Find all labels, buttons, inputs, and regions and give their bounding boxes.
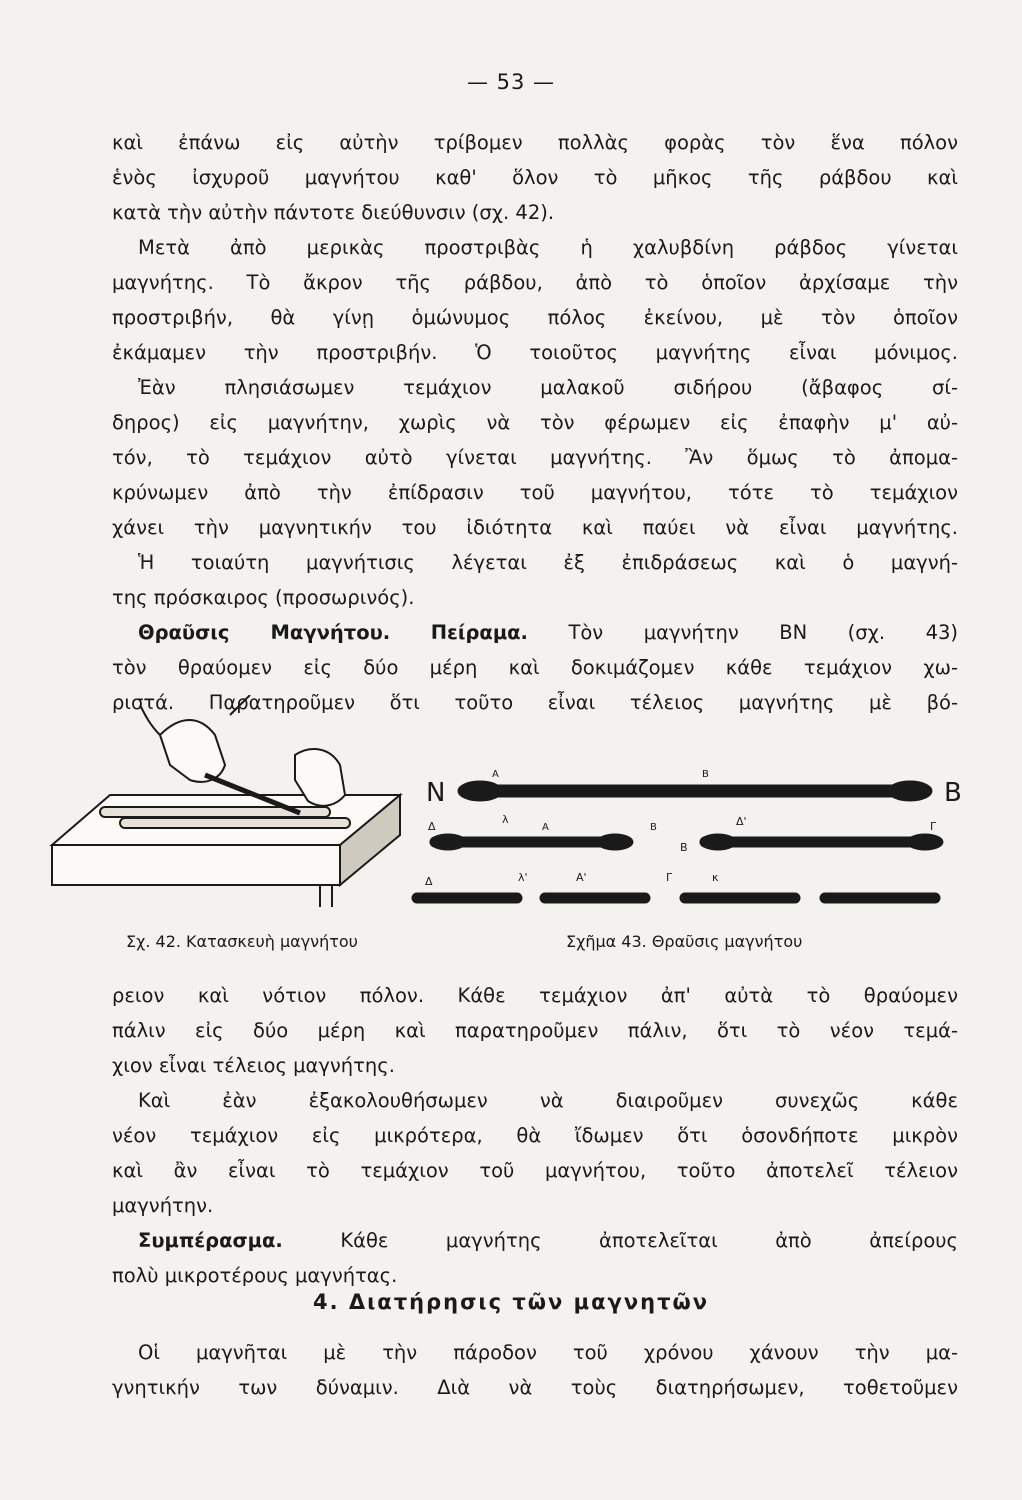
- magnet-end: [430, 834, 466, 850]
- magnet-end: [907, 834, 943, 850]
- experiment-text: Τὸν μαγνήτην ΒΝ (σχ. 43): [568, 621, 958, 644]
- label-a2: A: [542, 822, 549, 833]
- text-line: Ἐὰν πλησιάσωμεν τεμάχιον μαλακοῦ σιδήρου (ἄβαφος σί-: [138, 376, 958, 399]
- label-b: B: [944, 778, 962, 808]
- text-line: κρύνωμεν ἀπὸ τὴν ἐπίδρασιν τοῦ μαγνήτου, τότε τὸ τεμάχιον: [112, 481, 958, 504]
- text-line: χάνει τὴν μαγνητικήν του ἰδιότητα καὶ παύει νὰ εἶναι μαγνήτης.: [112, 516, 958, 539]
- text-line: μαγνήτης. Τὸ ἄκρον τῆς ράβδου, ἀπὸ τὸ ὁποῖον ἀρχίσαμε τὴν: [112, 271, 958, 294]
- text-line: Οἱ μαγνῆται μὲ τὴν πάροδον τοῦ χρόνου χάνουν τὴν μα-: [138, 1341, 958, 1364]
- label-k: κ: [712, 871, 719, 884]
- magnet-quarter: [680, 893, 800, 903]
- label-a-top: A: [492, 769, 499, 780]
- magnet-bar-full: [460, 785, 930, 797]
- text-line: τὸν θραύομεν εἰς δύο μέρη καὶ δοκιμάζομεν κάθε τεμάχιον χω-: [112, 656, 958, 679]
- conclusion-text: Κάθε μαγνήτης ἀποτελεῖται ἀπὸ ἀπείρους: [340, 1229, 958, 1252]
- conclusion-lead: Συμπέρασμα.: [138, 1229, 283, 1252]
- text-line: κατὰ τὴν αὐτὴν πάντοτε διεύθυνσιν (σχ. 42).: [112, 201, 555, 224]
- figure-43-illustration: [412, 781, 943, 903]
- text-block-top: [112, 125, 958, 720]
- figure-42-caption: Σχ. 42. Κατασκευὴ μαγνήτου: [126, 932, 358, 951]
- text-line: της πρόσκαιρος (προσωρινός).: [112, 586, 415, 609]
- text-line: μαγνήτην.: [112, 1194, 214, 1217]
- label-a3: A': [576, 871, 587, 884]
- text-line: καὶ ἂν εἶναι τὸ τεμάχιον τοῦ μαγνήτου, τοῦτο ἀποτελεῖ τέλειον: [112, 1159, 958, 1182]
- label-d2: Δ': [736, 815, 747, 828]
- label-n: N: [426, 778, 446, 808]
- text-line: ρειον καὶ νότιον πόλον. Κάθε τεμάχιον ἀπ' αὐτὰ τὸ θραύομεν: [112, 984, 958, 1007]
- text-line: Μετὰ ἀπὸ μερικὰς προστριβὰς ἡ χαλυβδίνη ράβδος γίνεται: [138, 236, 958, 259]
- label-d3: Δ: [425, 875, 433, 888]
- text-line: τόν, τὸ τεμάχιον αὐτὸ γίνεται μαγνήτης. Ἂν ὅμως τὸ ἀπομα-: [112, 446, 958, 469]
- label-b-top: B: [702, 769, 709, 780]
- page-number: — 53 —: [466, 70, 556, 94]
- text-line: καὶ ἐπάνω εἰς αὐτὴν τρίβομεν πολλὰς φορὰς τὸν ἕνα πόλον: [112, 131, 958, 154]
- magnet-quarter: [412, 893, 522, 903]
- label-l1: λ: [502, 813, 509, 826]
- text-line: Καὶ ἐὰν ἐξακολουθήσωμεν νὰ διαιροῦμεν συνεχῶς κάθε: [138, 1089, 958, 1112]
- magnet-end: [700, 834, 736, 850]
- magnet-end: [597, 834, 633, 850]
- magnet-end: [888, 781, 932, 801]
- label-b2: B: [650, 822, 657, 833]
- figure-43-caption: Σχῆμα 43. Θραῦσις μαγνήτου: [566, 932, 803, 951]
- text-line: δηρος) εἰς μαγνήτην, χωρὶς νὰ τὸν φέρωμεν εἰς ἐπαφὴν μ' αὐ-: [112, 411, 958, 434]
- label-l2: λ': [518, 871, 528, 884]
- label-d1: Δ: [428, 820, 436, 833]
- text-line: πάλιν εἰς δύο μέρη καὶ παρατηροῦμεν πάλιν, ὅτι τὸ νέον τεμά-: [112, 1019, 958, 1042]
- text-line: Ἡ τοιαύτη μαγνήτισις λέγεται ἐξ ἐπιδράσεως καὶ ὁ μαγνή-: [138, 551, 958, 574]
- text-line: ἑνὸς ἰσχυροῦ μαγνήτου καθ' ὅλον τὸ μῆκος τῆς ράβδου καὶ: [112, 166, 958, 189]
- text-line: νέον τεμάχιον εἰς μικρότερα, θὰ ἴδωμεν ὅτι ὁσονδήποτε μικρὸν: [112, 1124, 958, 1147]
- figure-42-illustration: [52, 695, 400, 907]
- section-heading: 4. Διατήρησις τῶν μαγνητῶν: [312, 1290, 710, 1314]
- magnet-quarter: [540, 893, 650, 903]
- experiment-line: [112, 615, 958, 650]
- text-line: πολὺ μικροτέρους μαγνήτας.: [112, 1264, 398, 1287]
- text-line: ἐκάμαμεν τὴν προστριβήν. Ὁ τοιοῦτος μαγνήτης εἶναι μόνιμος.: [112, 341, 958, 364]
- magnet-end: [458, 781, 502, 801]
- magnet-quarter: [820, 893, 940, 903]
- experiment-label: Πείραμα.: [430, 621, 528, 644]
- text-block-final: [112, 1335, 958, 1405]
- label-g2: Γ: [666, 871, 673, 884]
- label-g1: Γ: [930, 820, 937, 833]
- text-line: γνητικήν των δύναμιν. Διὰ νὰ τοὺς διατηρήσωμεν, τοθετοῦμεν: [112, 1376, 958, 1399]
- text-block-bottom: [112, 978, 958, 1293]
- label-b3: B: [680, 841, 688, 854]
- experiment-lead: Θραῦσις Μαγνήτου.: [138, 621, 391, 644]
- text-line: χιον εἶναι τέλειος μαγνήτης.: [112, 1054, 395, 1077]
- text-line: προστριβήν, θὰ γίνῃ ὁμώνυμος πόλος ἐκείνου, μὲ τὸν ὁποῖον: [112, 306, 958, 329]
- text-line: ριστά. Παρατηροῦμεν ὅτι τοῦτο εἶναι τέλειος μαγνήτης μὲ βό-: [112, 691, 958, 714]
- figures: [40, 695, 980, 965]
- conclusion-line: [112, 1223, 958, 1258]
